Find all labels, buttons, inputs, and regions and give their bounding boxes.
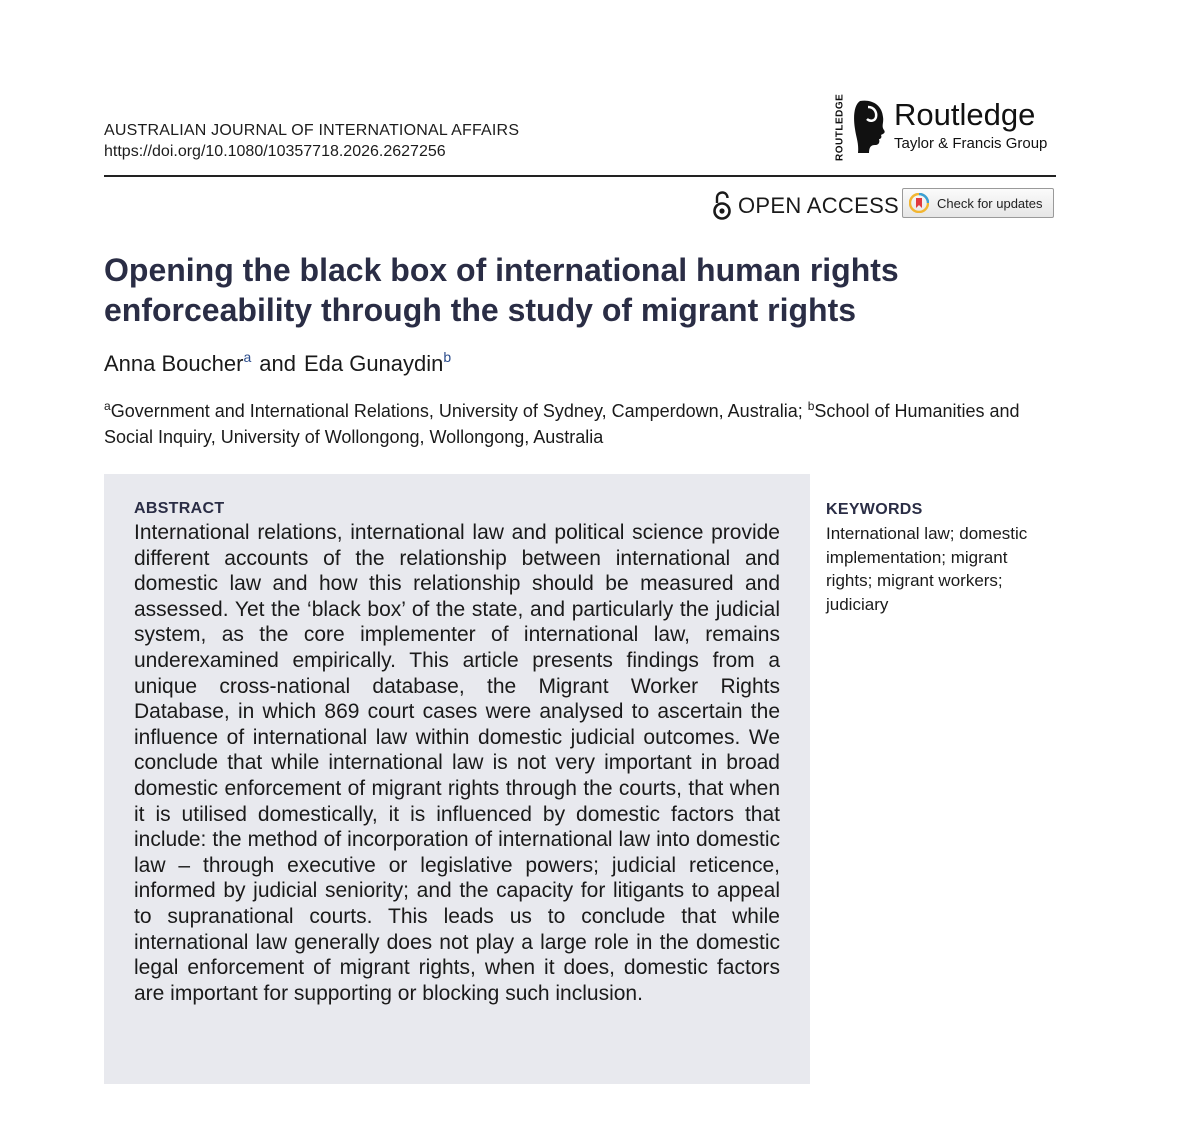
- check-for-updates-label: Check for updates: [937, 195, 1043, 211]
- affiliation-mark[interactable]: b: [443, 349, 452, 365]
- journal-name: AUSTRALIAN JOURNAL OF INTERNATIONAL AFFAIRS: [104, 122, 520, 139]
- article-title: Opening the black box of international human rights enforceability through the study of migrant rights: [104, 252, 899, 328]
- abstract-box: [104, 474, 810, 1084]
- crossmark-icon: [909, 193, 929, 213]
- affiliation-text: School of Humanities and Social Inquiry, University of Wollongong, Wollongong, Australia: [104, 401, 1020, 447]
- open-access-label: OPEN ACCESS: [738, 193, 900, 218]
- doi-link[interactable]: https://doi.org/10.1080/10357718.2026.2627256: [104, 143, 446, 160]
- publisher-name: Routledge: [894, 97, 1036, 132]
- affiliation-text: Government and International Relations, University of Sydney, Camperdown, Australia;: [110, 401, 803, 421]
- keywords-section: [826, 500, 1056, 616]
- header-divider: [104, 175, 1056, 177]
- publisher-group: Taylor & Francis Group: [894, 135, 1048, 152]
- author-separator: and: [259, 351, 296, 376]
- abstract-text: International relations, international law and political science provide different accounts of the relationship between international and domestic law and how this relationship should be measured and assessed. Yet the ‘black box’ of the state, and particularly the judicial system, as the core implementer of international law, remains underexamined empirically. This article presents findings from a unique cross-national database, the Migrant Worker Rights Database, in which 869 court cases were analysed to ascertain the influence of international law within domestic judicial outcomes. We conclude that while international law is not very important in broad domestic enforcement of migrant rights through the courts, that when it is utilised domestically, it is influenced by domestic factors that include: the method of incorporation of international law into domestic law – through executive or legislative powers; judicial reticence, informed by judicial seniority; and the capacity for litigants to appeal to supranational courts. This leads us to conclude that while international law generally does not play a large role in the domestic legal enforcement of migrant rights, when it does, domestic factors are important for supporting or blocking such inclusion.: [134, 521, 780, 1005]
- author-name[interactable]: Eda Gunaydin: [303, 351, 444, 376]
- affiliations: [104, 398, 1054, 450]
- abstract-heading: ABSTRACT: [134, 500, 225, 517]
- affiliation-mark: b: [807, 399, 815, 413]
- journal-header: [104, 121, 519, 163]
- check-for-updates-button[interactable]: [902, 188, 1054, 218]
- author-name[interactable]: Anna Boucher: [104, 351, 244, 376]
- open-lock-icon: [712, 191, 732, 221]
- publisher-logo[interactable]: [832, 95, 1062, 163]
- affiliation-mark: a: [104, 399, 111, 413]
- access-row: [712, 188, 1043, 224]
- keywords-text: International law; domestic implementation; migrant rights; migrant workers; judiciary: [826, 524, 1028, 614]
- routledge-head-icon: [850, 97, 890, 157]
- author-list: [104, 350, 451, 378]
- keywords-heading: KEYWORDS: [826, 501, 923, 518]
- publisher-vertical-text: ROUTLEDGE: [834, 93, 846, 161]
- affiliation-mark[interactable]: a: [243, 349, 252, 365]
